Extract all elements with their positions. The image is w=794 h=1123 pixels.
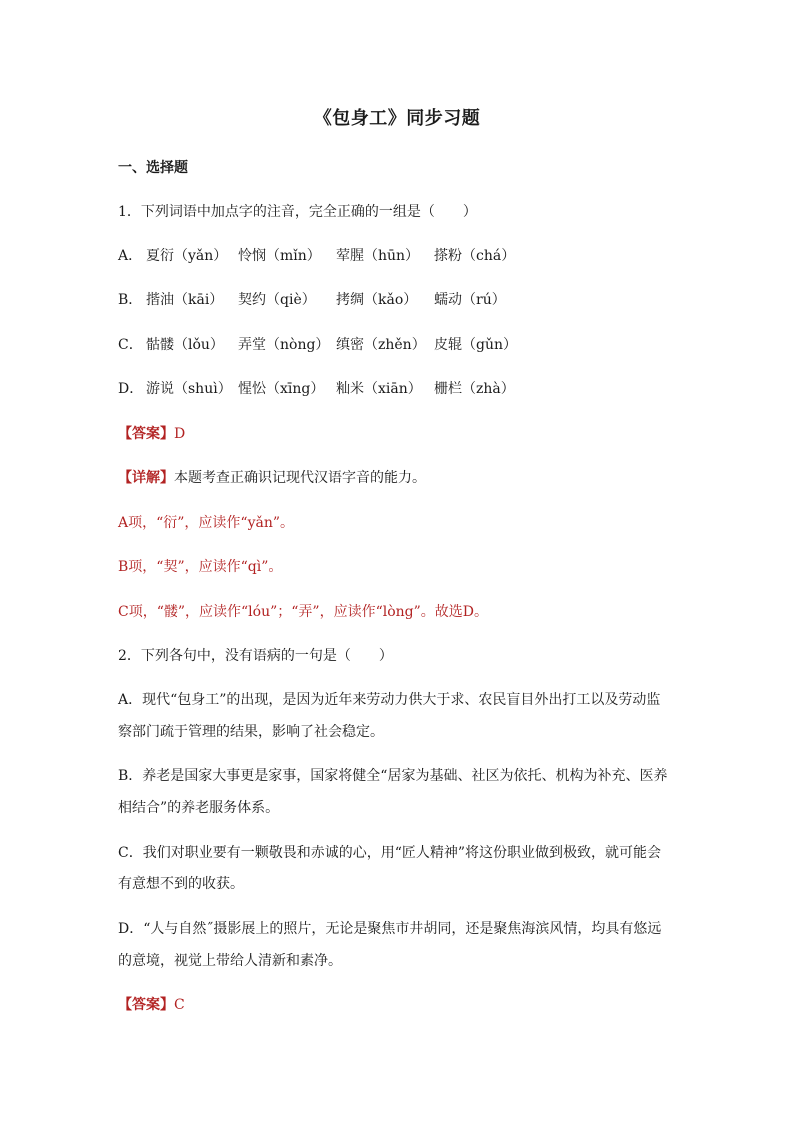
option-item: 骷髅（lǒu） <box>146 337 224 353</box>
question-1-explain-b: B项，“契”，应读作“qì”。 <box>118 559 283 575</box>
question-1-option-c <box>118 335 517 355</box>
option-item: 夏衍（yǎn） <box>146 248 228 264</box>
option-letter: C． <box>118 337 143 353</box>
option-item: 荤腥（hūn） <box>336 248 420 264</box>
option-item: 契约（qiè） <box>238 292 316 308</box>
question-1-option-d <box>118 379 515 399</box>
option-item: 籼米（xiān） <box>336 381 422 397</box>
question-2-option-b-line2: 相结合”的养老服务体系。 <box>118 800 280 816</box>
answer-value: D <box>174 426 186 442</box>
option-item: 搽粉（chá） <box>434 248 516 264</box>
question-2-option-a-line2: 察部门疏于管理的结果，影响了社会稳定。 <box>118 724 384 740</box>
question-2-option-b-line1: B．养老是国家大事更是家事，国家将健全“居家为基础、社区为依托、机构为补充、医养 <box>118 768 668 784</box>
detail-text: 本题考查正确识记现代汉语字音的能力。 <box>174 470 426 486</box>
option-letter: B． <box>118 292 143 308</box>
question-2-answer <box>118 995 185 1015</box>
question-1-explain-a: A项，“衍”，应读作“yǎn”。 <box>118 515 295 531</box>
option-letter: D． <box>118 381 144 397</box>
answer-tag: 【答案】 <box>118 426 174 442</box>
option-letter: A． <box>118 248 143 264</box>
question-2-option-d-line2: 的意境，视觉上带给人清新和素净。 <box>118 953 342 969</box>
option-item: 揩油（kāi） <box>146 292 224 308</box>
option-item: 游说（shuì） <box>146 381 232 397</box>
option-item: 弄堂（nòng） <box>238 337 330 353</box>
option-item: 栅栏（zhà） <box>434 381 515 397</box>
option-item: 拷绸（kǎo） <box>336 292 418 308</box>
question-1-answer <box>118 424 185 444</box>
question-2-option-d-line1: D．“人与自然˝摄影展上的照片，无论是聚焦市井胡同，还是聚焦海滨风情，均具有悠远 <box>118 921 662 937</box>
question-2-option-a-line1: A．现代“包身工”的出现，是因为近年来劳动力供大于求、农民盲目外出打工以及劳动监 <box>118 692 661 708</box>
option-item: 惺忪（xīng） <box>238 381 325 397</box>
answer-tag: 【答案】 <box>118 997 174 1013</box>
question-1-stem: 1．下列词语中加点字的注音，完全正确的一组是（ ） <box>118 204 477 220</box>
answer-value: C <box>174 997 185 1013</box>
question-2-stem: 2．下列各句中，没有语病的一句是（ ） <box>118 648 393 664</box>
question-1-explain-c: C项，“髅”，应读作“lóu”；“弄”，应读作“lòng”。故选D。 <box>118 604 489 620</box>
option-item: 蠕动（rú） <box>434 292 506 308</box>
question-1-detail <box>118 468 426 488</box>
question-2-option-c-line2: 有意想不到的收获。 <box>118 876 244 892</box>
option-item: 怜悯（mǐn） <box>238 248 321 264</box>
question-1-option-a <box>118 246 515 266</box>
section-heading: 一、选择题 <box>118 160 188 176</box>
option-item: 缜密（zhěn） <box>336 337 426 353</box>
question-2-option-c-line1: C．我们对职业要有一颗敬畏和赤诚的心，用“匠人精神”将这份职业做到极致，就可能会 <box>118 845 662 861</box>
option-item: 皮辊（gǔn） <box>434 337 517 353</box>
page-title: 《包身工》同步习题 <box>313 108 481 129</box>
detail-tag: 【详解】 <box>118 470 174 486</box>
question-1-option-b <box>118 290 506 310</box>
